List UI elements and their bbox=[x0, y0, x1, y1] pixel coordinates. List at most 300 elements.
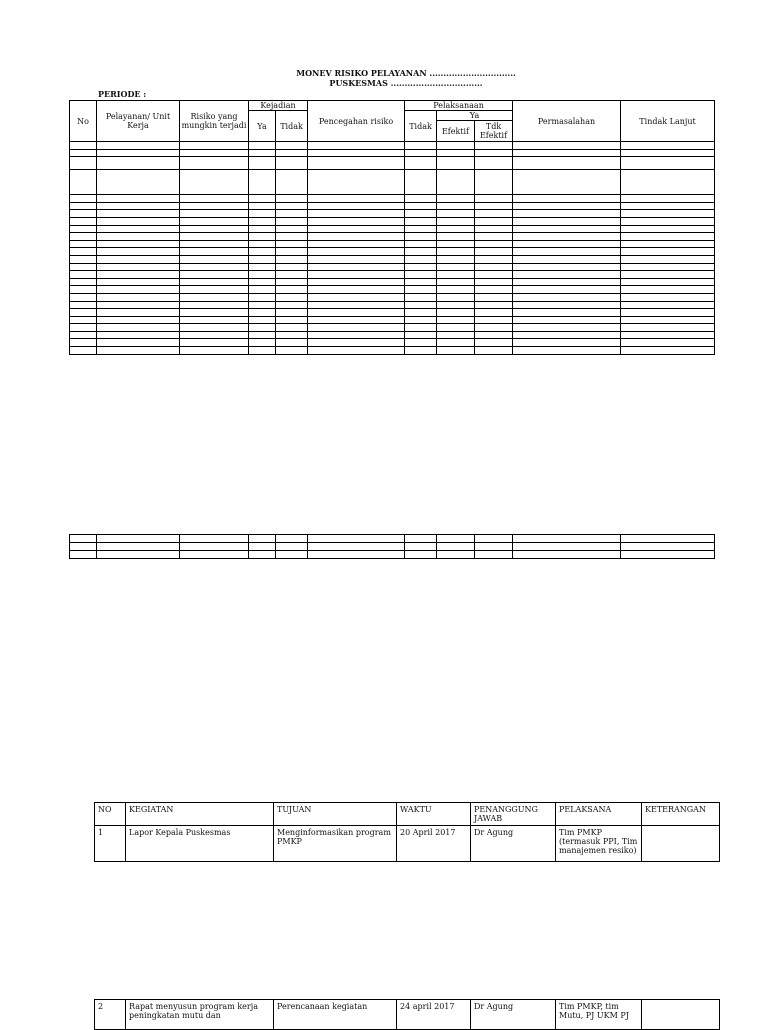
monev-row bbox=[70, 255, 715, 263]
monev-cell bbox=[308, 316, 405, 324]
monev-cell bbox=[249, 301, 276, 309]
row2-keterangan bbox=[642, 1000, 720, 1030]
monev-cell bbox=[405, 339, 437, 347]
monev-cell bbox=[308, 142, 405, 150]
monev-cell bbox=[97, 535, 180, 543]
monev-cell bbox=[249, 149, 276, 157]
monev-cell bbox=[513, 248, 621, 256]
monev-cell bbox=[249, 225, 276, 233]
kegiatan-row bbox=[95, 826, 720, 862]
monev-cell bbox=[180, 331, 249, 339]
monev-cell bbox=[97, 331, 180, 339]
monev-cell bbox=[276, 210, 308, 218]
monev-cell bbox=[475, 195, 513, 203]
monev-cell bbox=[475, 255, 513, 263]
monev-cell bbox=[513, 339, 621, 347]
monev-cell bbox=[513, 301, 621, 309]
monev-cell bbox=[437, 149, 475, 157]
monev-row bbox=[70, 339, 715, 347]
monev-cell bbox=[621, 301, 715, 309]
monev-cell bbox=[180, 551, 249, 559]
kegiatan-table bbox=[94, 802, 720, 862]
monev-cell bbox=[70, 286, 97, 294]
monev-cell bbox=[249, 293, 276, 301]
monev-cell bbox=[308, 293, 405, 301]
monev-cell bbox=[475, 248, 513, 256]
monev-cell bbox=[621, 309, 715, 317]
monev-cell bbox=[276, 293, 308, 301]
header-kejadian-tidak: Tidak bbox=[276, 111, 308, 142]
monev-cell bbox=[308, 170, 405, 195]
monev-row bbox=[70, 202, 715, 210]
monev-cell bbox=[405, 195, 437, 203]
monev-cell bbox=[621, 217, 715, 225]
monev-cell bbox=[97, 142, 180, 150]
monev-cell bbox=[308, 225, 405, 233]
monev-cell bbox=[405, 263, 437, 271]
monev-cell bbox=[70, 149, 97, 157]
monev-cell bbox=[249, 248, 276, 256]
monev-cell bbox=[405, 248, 437, 256]
monev-cell bbox=[308, 271, 405, 279]
monev-cell bbox=[621, 142, 715, 150]
monev-cell bbox=[249, 240, 276, 248]
monev-cell bbox=[97, 309, 180, 317]
monev-cell bbox=[308, 339, 405, 347]
monev-cell bbox=[513, 240, 621, 248]
monev-cell bbox=[405, 293, 437, 301]
monev-cell bbox=[276, 271, 308, 279]
monev-cell bbox=[97, 157, 180, 170]
monev-cell bbox=[437, 217, 475, 225]
monev-row bbox=[70, 535, 715, 543]
kegiatan-row bbox=[95, 1000, 720, 1030]
monev-cell bbox=[513, 331, 621, 339]
monev-cell bbox=[513, 286, 621, 294]
puskesmas-title: PUSKESMAS ................................. bbox=[329, 78, 483, 88]
monev-cell bbox=[621, 195, 715, 203]
monev-table-continued bbox=[69, 534, 715, 559]
monev-cell bbox=[276, 263, 308, 271]
monev-cell bbox=[621, 225, 715, 233]
monev-cell bbox=[308, 324, 405, 332]
monev-cell bbox=[249, 309, 276, 317]
kegiatan-header-no: NO bbox=[95, 803, 126, 826]
kegiatan-header-waktu: WAKTU bbox=[397, 803, 471, 826]
monev-cell bbox=[513, 309, 621, 317]
monev-cell bbox=[405, 157, 437, 170]
monev-cell bbox=[475, 233, 513, 241]
monev-cell bbox=[276, 535, 308, 543]
monev-cell bbox=[180, 271, 249, 279]
monev-cell bbox=[437, 240, 475, 248]
monev-cell bbox=[437, 210, 475, 218]
monev-cell bbox=[475, 309, 513, 317]
monev-cell bbox=[437, 271, 475, 279]
monev-cell bbox=[513, 202, 621, 210]
monev-cell bbox=[475, 286, 513, 294]
monev-cell bbox=[276, 149, 308, 157]
monev-cell bbox=[97, 255, 180, 263]
monev-cell bbox=[180, 233, 249, 241]
monev-cell bbox=[276, 195, 308, 203]
row1-pj: Dr Agung bbox=[471, 826, 556, 862]
monev-row bbox=[70, 286, 715, 294]
monev-cell bbox=[513, 149, 621, 157]
monev-cell bbox=[405, 347, 437, 355]
monev-cell bbox=[513, 316, 621, 324]
monev-cell bbox=[475, 551, 513, 559]
monev-cell bbox=[437, 551, 475, 559]
kegiatan-table-continued bbox=[94, 999, 720, 1030]
monev-cell bbox=[621, 339, 715, 347]
monev-cell bbox=[437, 331, 475, 339]
monev-cell bbox=[405, 316, 437, 324]
monev-cell bbox=[180, 217, 249, 225]
monev-cell bbox=[621, 271, 715, 279]
monev-cell bbox=[70, 543, 97, 551]
monev-cell bbox=[180, 142, 249, 150]
monev-cell bbox=[308, 551, 405, 559]
monev-row bbox=[70, 324, 715, 332]
monev-cell bbox=[308, 263, 405, 271]
monev-cell bbox=[249, 195, 276, 203]
header-no: No bbox=[70, 101, 97, 142]
monev-cell bbox=[249, 263, 276, 271]
monev-cell bbox=[405, 324, 437, 332]
monev-cell bbox=[475, 543, 513, 551]
monev-cell bbox=[308, 210, 405, 218]
monev-cell bbox=[405, 543, 437, 551]
monev-cell bbox=[621, 149, 715, 157]
monev-cell bbox=[70, 170, 97, 195]
monev-cell bbox=[437, 233, 475, 241]
monev-cell bbox=[276, 324, 308, 332]
monev-cell bbox=[621, 331, 715, 339]
monev-cell bbox=[308, 217, 405, 225]
monev-row bbox=[70, 225, 715, 233]
monev-cell bbox=[180, 324, 249, 332]
monev-row bbox=[70, 240, 715, 248]
monev-cell bbox=[475, 210, 513, 218]
monev-cell bbox=[437, 195, 475, 203]
monev-cell bbox=[70, 339, 97, 347]
monev-cell bbox=[405, 301, 437, 309]
monev-cell bbox=[405, 278, 437, 286]
monev-cell bbox=[180, 255, 249, 263]
monev-cell bbox=[276, 233, 308, 241]
row1-tujuan: Menginformasikan program PMKP bbox=[274, 826, 397, 862]
monev-cell bbox=[97, 324, 180, 332]
monev-cell bbox=[308, 255, 405, 263]
monev-row bbox=[70, 263, 715, 271]
monev-cell bbox=[621, 278, 715, 286]
monev-cell bbox=[97, 339, 180, 347]
monev-cell bbox=[405, 286, 437, 294]
monev-cell bbox=[308, 301, 405, 309]
monev-cell bbox=[513, 233, 621, 241]
monev-row bbox=[70, 149, 715, 157]
monev-cell bbox=[97, 217, 180, 225]
header-pelaksanaan-ya: Ya bbox=[437, 111, 513, 121]
monev-row bbox=[70, 233, 715, 241]
monev-cell bbox=[180, 195, 249, 203]
monev-cell bbox=[621, 248, 715, 256]
monev-cell bbox=[276, 339, 308, 347]
monev-row bbox=[70, 278, 715, 286]
monev-cell bbox=[70, 202, 97, 210]
monev-cell bbox=[621, 316, 715, 324]
monev-row bbox=[70, 309, 715, 317]
monev-cell bbox=[621, 324, 715, 332]
monev-cell bbox=[276, 225, 308, 233]
monev-cell bbox=[621, 233, 715, 241]
monev-cell bbox=[308, 149, 405, 157]
monev-cell bbox=[475, 149, 513, 157]
monev-cell bbox=[405, 331, 437, 339]
row2-waktu: 24 april 2017 bbox=[397, 1000, 471, 1030]
monev-cell bbox=[180, 240, 249, 248]
row1-keterangan bbox=[642, 826, 720, 862]
row1-pelaksana: Tim PMKP (termasuk PPI, Tim manajemen resiko) bbox=[556, 826, 642, 862]
monev-cell bbox=[180, 301, 249, 309]
monev-row bbox=[70, 248, 715, 256]
monev-cell bbox=[513, 210, 621, 218]
monev-cell bbox=[70, 293, 97, 301]
monev-cell bbox=[475, 217, 513, 225]
monev-cell bbox=[437, 543, 475, 551]
monev-cell bbox=[437, 535, 475, 543]
monev-cell bbox=[621, 170, 715, 195]
monev-cell bbox=[249, 202, 276, 210]
monev-cell bbox=[308, 543, 405, 551]
monev-cell bbox=[97, 543, 180, 551]
monev-cell bbox=[180, 248, 249, 256]
monev-cell bbox=[97, 149, 180, 157]
monev-cell bbox=[437, 157, 475, 170]
monev-cell bbox=[180, 210, 249, 218]
monev-cell bbox=[70, 233, 97, 241]
monev-row bbox=[70, 316, 715, 324]
monev-cell bbox=[180, 149, 249, 157]
monev-cell bbox=[405, 271, 437, 279]
monev-cell bbox=[249, 142, 276, 150]
monev-cell bbox=[276, 347, 308, 355]
monev-cell bbox=[437, 225, 475, 233]
row2-kegiatan: Rapat menyusun program kerja peningkatan mutu dan bbox=[126, 1000, 274, 1030]
monev-row bbox=[70, 301, 715, 309]
monev-table bbox=[69, 100, 715, 355]
monev-cell bbox=[475, 293, 513, 301]
monev-cell bbox=[621, 293, 715, 301]
monev-cell bbox=[180, 225, 249, 233]
monev-cell bbox=[621, 263, 715, 271]
monev-cell bbox=[70, 331, 97, 339]
monev-cell bbox=[249, 286, 276, 294]
header-risiko: Risiko yang mungkin terjadi bbox=[180, 101, 249, 142]
header-tindak-lanjut: Tindak Lanjut bbox=[621, 101, 715, 142]
monev-cell bbox=[180, 157, 249, 170]
monev-cell bbox=[475, 142, 513, 150]
monev-cell bbox=[180, 202, 249, 210]
monev-cell bbox=[180, 263, 249, 271]
monev-cell bbox=[180, 278, 249, 286]
monev-cell bbox=[70, 271, 97, 279]
row1-kegiatan: Lapor Kepala Puskesmas bbox=[126, 826, 274, 862]
monev-cell bbox=[180, 293, 249, 301]
monev-cell bbox=[475, 271, 513, 279]
monev-cell bbox=[249, 157, 276, 170]
monev-cell bbox=[70, 195, 97, 203]
monev-cell bbox=[437, 309, 475, 317]
monev-cell bbox=[437, 142, 475, 150]
monev-row bbox=[70, 347, 715, 355]
monev-cell bbox=[180, 286, 249, 294]
monev-cell bbox=[513, 324, 621, 332]
monev-cell bbox=[97, 293, 180, 301]
row1-waktu: 20 April 2017 bbox=[397, 826, 471, 862]
kegiatan-header-pj: PENANGGUNG JAWAB bbox=[471, 803, 556, 826]
monev-cell bbox=[97, 347, 180, 355]
monev-cell bbox=[249, 316, 276, 324]
monev-row bbox=[70, 551, 715, 559]
monev-cell bbox=[276, 278, 308, 286]
monev-cell bbox=[70, 248, 97, 256]
monev-cell bbox=[437, 255, 475, 263]
monev-cell bbox=[249, 324, 276, 332]
monev-cell bbox=[437, 339, 475, 347]
monev-cell bbox=[475, 278, 513, 286]
monev-cell bbox=[308, 309, 405, 317]
monev-cell bbox=[437, 286, 475, 294]
monev-cell bbox=[475, 202, 513, 210]
monev-cell bbox=[513, 543, 621, 551]
row2-pelaksana: Tim PMKP, tim Mutu, PJ UKM PJ bbox=[556, 1000, 642, 1030]
monev-cell bbox=[97, 170, 180, 195]
monev-cell bbox=[437, 293, 475, 301]
monev-cell bbox=[70, 225, 97, 233]
monev-cell bbox=[405, 225, 437, 233]
monev-cell bbox=[70, 551, 97, 559]
monev-cell bbox=[475, 170, 513, 195]
monev-row bbox=[70, 331, 715, 339]
monev-cell bbox=[308, 278, 405, 286]
header-permasalahan: Permasalahan bbox=[513, 101, 621, 142]
monev-cell bbox=[97, 316, 180, 324]
monev-row bbox=[70, 142, 715, 150]
monev-cell bbox=[276, 309, 308, 317]
monev-cell bbox=[513, 293, 621, 301]
monev-cell bbox=[475, 339, 513, 347]
kegiatan-header-pelaksana: PELAKSANA bbox=[556, 803, 642, 826]
monev-cell bbox=[70, 309, 97, 317]
monev-cell bbox=[513, 225, 621, 233]
monev-cell bbox=[180, 170, 249, 195]
monev-cell bbox=[475, 301, 513, 309]
monev-cell bbox=[437, 263, 475, 271]
monev-cell bbox=[70, 240, 97, 248]
monev-cell bbox=[249, 271, 276, 279]
kegiatan-header-tujuan: TUJUAN bbox=[274, 803, 397, 826]
monev-cell bbox=[70, 263, 97, 271]
monev-cell bbox=[70, 157, 97, 170]
monev-cell bbox=[405, 240, 437, 248]
monev-cell bbox=[70, 278, 97, 286]
monev-cell bbox=[308, 248, 405, 256]
monev-cell bbox=[276, 331, 308, 339]
monev-cell bbox=[97, 271, 180, 279]
monev-cell bbox=[276, 551, 308, 559]
monev-cell bbox=[70, 535, 97, 543]
monev-cell bbox=[621, 543, 715, 551]
monev-row bbox=[70, 210, 715, 218]
monev-cell bbox=[308, 233, 405, 241]
monev-cell bbox=[405, 142, 437, 150]
monev-cell bbox=[621, 157, 715, 170]
monev-cell bbox=[70, 210, 97, 218]
monev-cell bbox=[97, 286, 180, 294]
monev-cell bbox=[475, 240, 513, 248]
monev-cell bbox=[405, 217, 437, 225]
monev-cell bbox=[97, 225, 180, 233]
monev-row bbox=[70, 157, 715, 170]
header-pencegahan: Pencegahan risiko bbox=[308, 101, 405, 142]
row2-tujuan: Perencanaan kegiatan bbox=[274, 1000, 397, 1030]
monev-cell bbox=[513, 157, 621, 170]
monev-cell bbox=[249, 331, 276, 339]
monev-cell bbox=[180, 309, 249, 317]
monev-cell bbox=[405, 535, 437, 543]
header-pelaksanaan: Pelaksanaan bbox=[405, 101, 513, 111]
monev-cell bbox=[475, 347, 513, 355]
monev-cell bbox=[276, 170, 308, 195]
monev-row bbox=[70, 170, 715, 195]
monev-cell bbox=[621, 286, 715, 294]
monev-cell bbox=[513, 263, 621, 271]
monev-cell bbox=[97, 210, 180, 218]
monev-cell bbox=[513, 195, 621, 203]
monev-cell bbox=[308, 195, 405, 203]
monev-cell bbox=[276, 301, 308, 309]
monev-cell bbox=[437, 347, 475, 355]
monev-cell bbox=[437, 202, 475, 210]
monev-cell bbox=[249, 535, 276, 543]
monev-title: MONEV RISIKO PELAYANAN ............................... bbox=[296, 68, 516, 78]
monev-cell bbox=[437, 278, 475, 286]
header-tdk-efektif: Tdk Efektif bbox=[475, 121, 513, 142]
monev-cell bbox=[70, 142, 97, 150]
monev-cell bbox=[97, 263, 180, 271]
monev-cell bbox=[405, 202, 437, 210]
header-pelaksanaan-tidak: Tidak bbox=[405, 111, 437, 142]
monev-cell bbox=[249, 210, 276, 218]
monev-cell bbox=[70, 217, 97, 225]
monev-cell bbox=[180, 535, 249, 543]
monev-cell bbox=[249, 255, 276, 263]
monev-cell bbox=[405, 551, 437, 559]
monev-cell bbox=[513, 535, 621, 543]
monev-cell bbox=[475, 316, 513, 324]
monev-cell bbox=[249, 543, 276, 551]
monev-cell bbox=[276, 240, 308, 248]
monev-cell bbox=[475, 324, 513, 332]
monev-cell bbox=[437, 170, 475, 195]
monev-cell bbox=[70, 324, 97, 332]
monev-cell bbox=[475, 535, 513, 543]
monev-cell bbox=[405, 309, 437, 317]
header-kejadian-ya: Ya bbox=[249, 111, 276, 142]
monev-cell bbox=[513, 170, 621, 195]
